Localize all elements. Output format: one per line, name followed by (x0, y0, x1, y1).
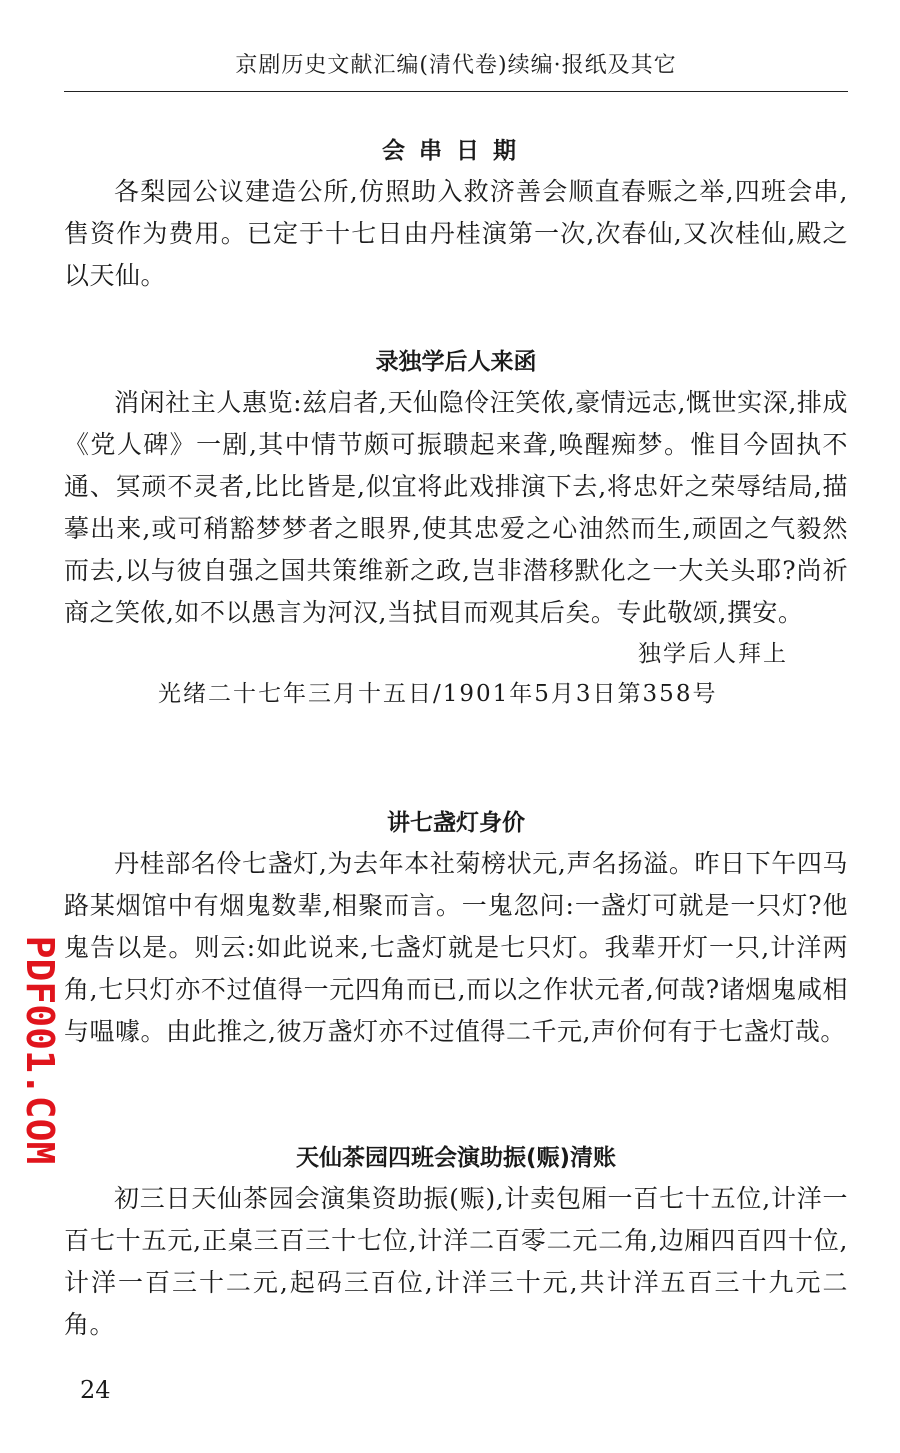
running-header: 京剧历史文献汇编(清代卷)续编·报纸及其它 (235, 53, 677, 78)
watermark: PDF001.COM (18, 935, 62, 1165)
header-rule (64, 91, 848, 92)
publication-date: 光绪二十七年三月十五日/1901年5月3日第358号 (158, 681, 718, 707)
article-title: 天仙茶园四班会演助振(赈)清账 (295, 1145, 617, 1171)
article-section (64, 131, 848, 297)
article-paragraph: 消闲社主人惠览:兹启者,天仙隐伶汪笑侬,豪情远志,慨世实深,排成《党人碑》一剧,其中情节颇可振聩起来聋,唤醒痴梦。惟目今固执不通、冥顽不灵者,比比皆是,似宜将此戏排演下去,将忠奸之荣辱结局,描摹出来,或可稍豁梦梦者之眼界,使其忠爱之心油然而生,顽固之气毅然而去,以与彼自强之国共策维新之政,岂非潜移默化之一大关头耶?尚祈商之笑侬,如不以愚言为河汉,当拭目而观其后矣。专此敬颂,撰安。 (64, 388, 848, 627)
article-paragraph: 丹桂部名伶七盏灯,为去年本社菊榜状元,声名扬溢。昨日下午四马路某烟馆中有烟鬼数辈,相聚而言。一鬼忽问:一盏灯可就是一只灯?他鬼告以是。则云:如此说来,七盏灯就是七只灯。我辈开灯一只,计洋两角,七只灯亦不过值得一元四角而已,而以之作状元者,何哉?诸烟鬼咸相与嗢噱。由此推之,彼万盏灯亦不过值得二千元,声价何有于七盏灯哉。 (64, 849, 848, 1046)
article-section (64, 1138, 848, 1346)
article-paragraph: 初三日天仙茶园会演集资助振(赈),计卖包厢一百七十五位,计洋一百七十五元,正桌三百三十七位,计洋二百零二元二角,边厢四百四十位,计洋一百三十二元,起码三百位,计洋三十元,共计洋五百三十九元二角。 (64, 1184, 848, 1339)
letter-signature: 独学后人拜上 (638, 641, 788, 667)
article-section (64, 803, 848, 1053)
article-title: 录独学后人来函 (375, 349, 537, 375)
article-title: 讲七盏灯身价 (387, 810, 525, 836)
page-number: 24 (80, 1376, 111, 1404)
article-title: 会串日期 (382, 138, 530, 164)
article-section (64, 342, 848, 714)
article-paragraph: 各梨园公议建造公所,仿照助入救济善会顺直春赈之举,四班会串,售资作为费用。已定于十七日由丹桂演第一次,次春仙,又次桂仙,殿之以天仙。 (64, 177, 848, 290)
